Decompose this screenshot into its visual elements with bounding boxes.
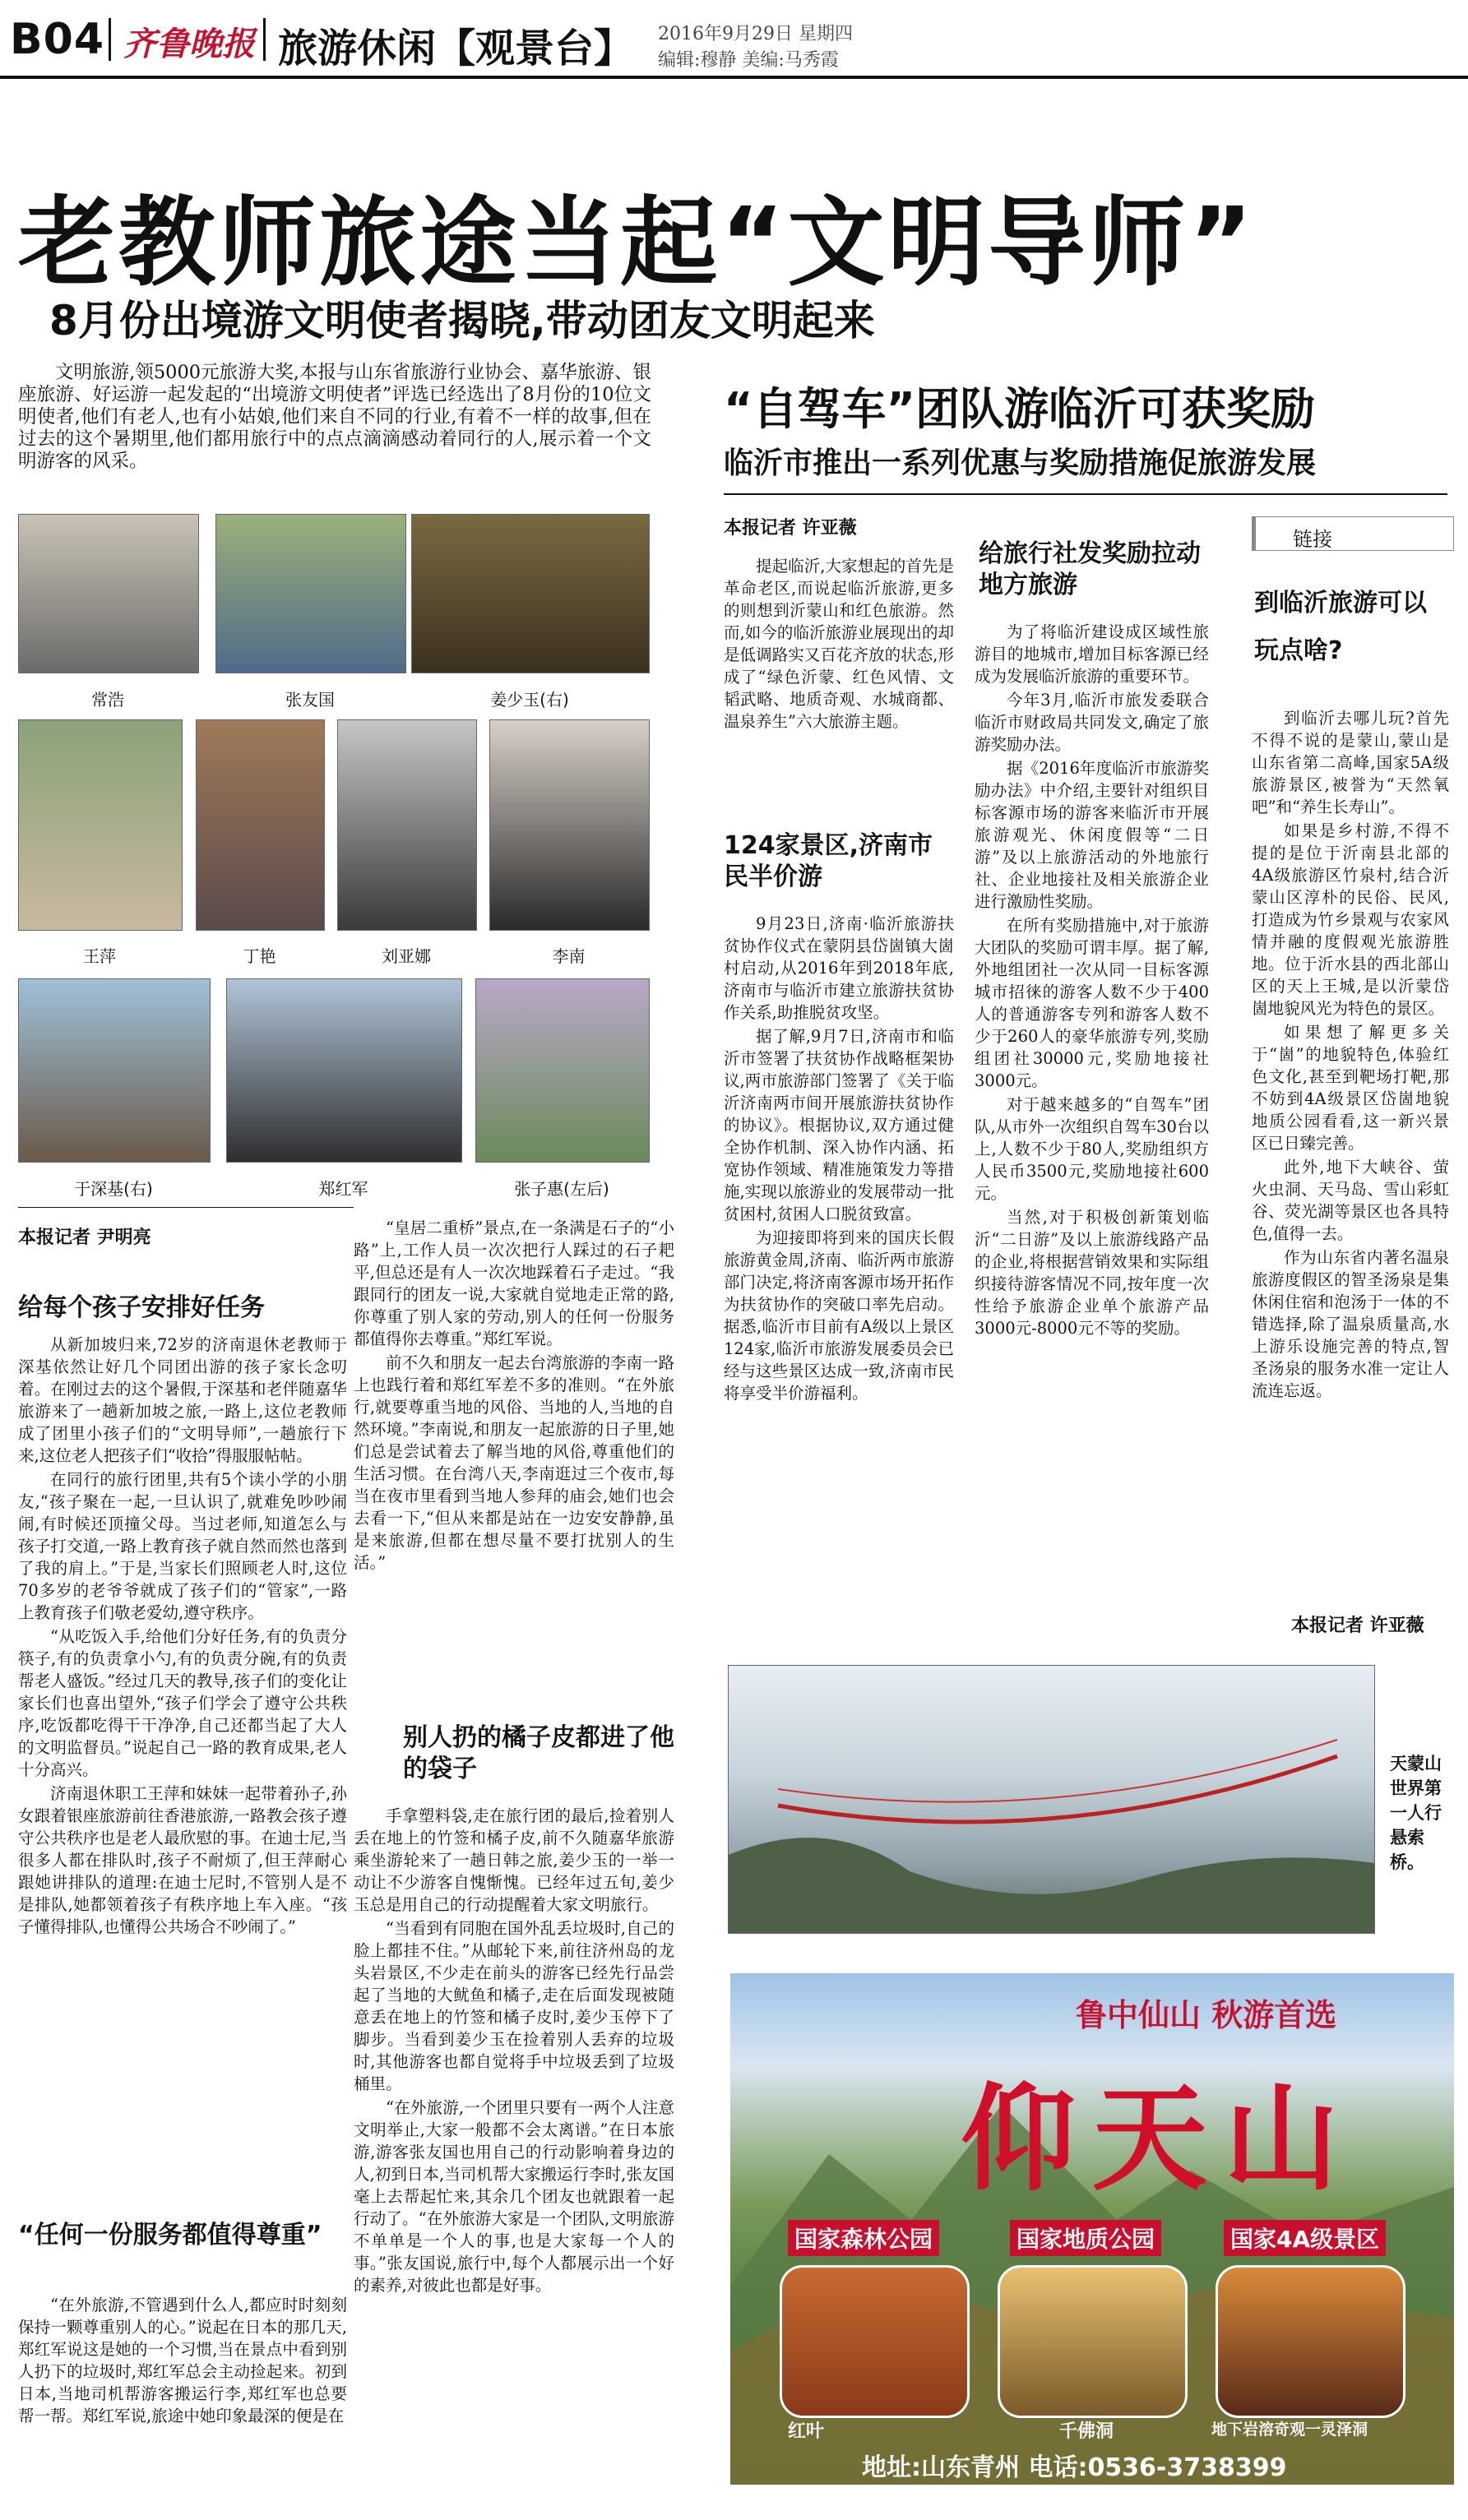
- photo-caption: 郑红军: [318, 1179, 368, 1199]
- ad-contact: 地址:山东青州 电话:0536-3738399: [862, 2453, 1287, 2482]
- photo-caption: 张子惠(左后): [514, 1179, 609, 1199]
- article-column: 为了将临沂建设成区域性旅游目的地城市,增加目标客源已经成为发展临沂旅游的重要环节。 今年3月,临沂市旅发委联合临沂市财政局共同发文,确定了旅游奖励办法。 据《2016年度临沂市旅游奖励办法》中介绍,主要针对组织目标客源市场的游客来临沂市开展旅游观光、休闲度假等“二日游”及以上旅游活动的外地旅行社、企业地接社及相关旅游企业进行激励性奖励。 在所有奖励措施中,对于旅游大团队的奖励可谓丰厚。据了解,外地组团社一次从同一目标客源城市招徕的游客人数不少于400人的普通游客专列和游客人数不少于260人的豪华旅游专列,奖励组团社30000元,奖励地接社3000元。 对于越来越多的“自驾车”团队,从市外一次组织自驾车30台以上,人数不少于80人,奖励组织方人民币3500元,奖励地接社600元。 当然,对于积极创新策划临沂“二日游”及以上旅游线路产品的企业,将根据营销效果和实际组织接待游客情况不同,按年度一次性给予旅游企业单个旅游产品3000元-8000元不等的奖励。: [975, 622, 1209, 1338]
- photo-portrait: [215, 514, 406, 673]
- ad-brand-name: 仰天山: [961, 2072, 1356, 2207]
- ad-thumb-cave: [998, 2265, 1188, 2418]
- ad-tag: 国家4A级景区: [1224, 2220, 1386, 2256]
- section-heading: 124家景区,济南市民半价游: [724, 831, 933, 891]
- photo-portrait: [196, 719, 325, 931]
- article-column: “皇居二重桥”景点,在一条满是石子的“小路”上,工作人员一次次把行人踩过的石子耙平,但总还是有人一次次地踩着石子走过。“我跟同行的团友一说,大家就自觉地走正常的路,你尊重了别人家的劳动,别人的任何一份服务都值得你去尊重。”郑红军说。 前不久和朋友一起去台湾旅游的李南一路上也践行着和郑红军差不多的准则。“在外旅行,就要尊重当地的风俗、当地的人,当地的自然环境。”李南说,和朋友一起旅游的日子里,她们总是尝试着去了解当地的风俗,尊重他们的生活习惯。在台湾八天,李南逛过三个夜市,每当在夜市里看到当地人参拜的庙会,她们也会去看一下,“但从来都是站在一边安安静静,虽是来旅游,但都在想尽量不要打扰别人的生活。”: [354, 1218, 674, 1572]
- article-column: 提起临沂,大家想起的首先是革命老区,而说起临沂旅游,更多的则想到沂蒙山和红色旅游。然而,如今的临沂旅游业展现出的却是低调路实又百花齐放的状态,形成了“绿色沂蒙、红色风情、文韬武略、地质奇观、水城商都、温泉养生”六大旅游主题。: [724, 557, 954, 731]
- section-heading: 别人扔的橘子皮都进了他的袋子: [403, 1723, 674, 1783]
- photo-caption: 姜少玉(右): [490, 690, 569, 710]
- photo-caption: 张友国: [285, 690, 335, 710]
- byline: 本报记者 许亚薇: [724, 518, 857, 539]
- sidebar-label: 链接: [1293, 528, 1332, 551]
- sidebar-title: 到临沂旅游可以玩点啥?: [1254, 589, 1427, 665]
- ad-thumb-caption: 地下岩溶奇观一灵泽洞: [1211, 2421, 1368, 2439]
- newspaper-logo: 齐鲁晚报: [123, 25, 255, 63]
- editors: 编辑:穆静 美编:马秀霞: [658, 50, 839, 71]
- sidebar-column: 到临沂去哪儿玩?首先不得不说的是蒙山,蒙山是山东省第二高峰,国家5A级旅游景区,被誉为“天然氧吧”和“养生长寿山”。 如果是乡村游,不得不提的是位于沂南县北部的4A级旅游区竹泉村,结合沂蒙山区淳朴的民俗、民风,打造成为竹乡景观与农家风情并融的度假观光旅游胜地。位于沂水县的西北部山区的天上王城,是以沂蒙岱崮地貌风光为特色的景区。 如果想了解更多关于“崮”的地貌特色,体验红色文化,甚至到靶场打靶,那不妨到4A级景区岱崮地貌地质公园看看,这一新兴景区已日臻完善。 此外,地下大峡谷、萤火虫洞、天马岛、雪山彩虹谷、荧光湖等景区也各具特色,值得一去。 作为山东省内著名温泉旅游度假区的智圣汤泉是集休闲住宿和泡汤于一体的不错选择,除了温泉质量高,水上游乐设施完善的特点,智圣汤泉的服务水准一定让人流连忘返。: [1252, 709, 1449, 1400]
- advertisement: [730, 1973, 1454, 2485]
- photo-portrait: [489, 719, 650, 931]
- suspension-bridge-illustration: [729, 1666, 1374, 1933]
- article-column: 9月23日,济南·临沂旅游扶贫协作仪式在蒙阴县岱崮镇大崮村启动,从2016年到2018年底,济南市与临沂市建立旅游扶贫协作关系,助推脱贫攻坚。 据了解,9月7日,济南市和临沂市签署了扶贫协作战略框架协议,两市旅游部门签署了《关于临沂济南两市间开展旅游扶贫协作的协议》。根据协议,双方通过健全协作机制、深入协作内涵、拓宽协作领域、精准施策发力等措施,实现以旅游业的发展带动一批贫困村,贫困人口脱贫致富。 为迎接即将到来的国庆长假旅游黄金周,济南、临沂两市旅游部门决定,将济南客源市场开拓作为扶贫协作的突破口率先启动。据悉,临沂市目前有A级以上景区124家,临沂市旅游发展委员会已经与这些景区达成一致,济南市民将享受半价游福利。: [724, 914, 954, 1403]
- headline: 老教师旅途当起“文明导师”: [18, 186, 1257, 299]
- photo-caption: 天蒙山世界第一人行悬索桥。: [1390, 1754, 1442, 1872]
- byline: 本报记者 尹明亮: [18, 1228, 151, 1248]
- section-title: 旅游休闲【观景台】: [278, 25, 634, 72]
- photo-portrait: [18, 978, 211, 1163]
- photo-portrait: [475, 978, 650, 1163]
- ad-slogan: 鲁中仙山 秋游首选: [1076, 1997, 1337, 2033]
- photo-caption: 刘亚娜: [382, 946, 431, 966]
- column-rule: [724, 493, 1447, 495]
- ad-tag: 国家森林公园: [788, 2220, 939, 2256]
- article-column: 从新加坡归来,72岁的济南退休老教师于深基依然让好几个同团出游的孩子家长念叨着。在刚过去的这个暑假,于深基和老伴随嘉华旅游来了一趟新加坡之旅,一路上,这位老教师成了团里小孩子们的“文明导师”,一趟旅行下来,这位老人把孩子们“收拾”得服服帖帖。 在同行的旅行团里,共有5个读小学的小朋友,“孩子聚在一起,一旦认识了,就难免吵吵闹闹,有时候还顶撞父母。当过老师,知道怎么与孩子打交道,一路上教育孩子就自然而然也落到了我的肩上。”于是,当家长们照顾老人时,这位70多岁的老爷爷就成了孩子们的“管家”,一路上教育孩子们敬老爱幼,遵守秩序。 “从吃饭入手,给他们分好任务,有的负责分筷子,有的负责拿小勺,有的负责分碗,有的负责帮老人盛饭。”经过几天的教导,孩子们的变化让家长们也喜出望外,“孩子们学会了遵守公共秩序,吃饭都吃得干干净净,自己还都当起了大人的文明监督员。”说起自己一路的教育成果,老人十分高兴。 济南退休职工王萍和妹妹一起带着孙子,孙女跟着银座旅游前往香港旅游,一路教会孩子遵守公共秩序也是老人最欣慰的事。在迪士尼,当很多人都在排队时,孩子不耐烦了,但王萍耐心跟她讲排队的道理:在迪士尼时,不管别人是不是排队,她都领着孩子有秩序地上车入座。“孩子懂得排队,也懂得公共场合不吵闹了。”: [18, 1335, 347, 1936]
- section-heading: “任何一份服务都值得尊重”: [18, 2221, 322, 2250]
- article-title: “自驾车”团队游临沂可获奖励: [724, 383, 1315, 435]
- ad-thumb-karst: [1216, 2265, 1405, 2418]
- article-column: 手拿塑料袋,走在旅行团的最后,捡着别人丢在地上的竹签和橘子皮,前不久随嘉华旅游乘坐游轮来了一趟日韩之旅,姜少玉的一举一动让不少游客自愧惭愧。已经年过五旬,姜少玉总是用自己的行动提醒着大家文明旅行。 “当看到有同胞在国外乱丢垃圾时,自己的脸上都挂不住。”从邮轮下来,前往济州岛的龙头岩景区,不少走在前头的游客已经先行品尝起了当地的大鱿鱼和橘子,走在后面发现被随意丢在地上的竹签和橘子皮时,姜少玉停下了脚步。当看到姜少玉在捡着别人丢弃的垃圾时,其他游客也都自觉将手中垃圾丢到了垃圾桶里。 “在外旅游,一个团里只要有一两个人注意文明举止,大家一般都不会太离谱。”在日本旅游,游客张友国也用自己的行动影响着身边的人,初到日本,当司机帮大家搬运行李时,张友国毫上去帮起忙来,其余几个团友也就跟着一起行动了。“在外旅游大家是一个团队,文明旅游不单单是一个人的事,也是大家每一个人的事。”张友国说,旅行中,每个人都展示出一个好的素养,对彼此也都是好事。: [354, 1806, 674, 2295]
- ad-thumb-caption: 千佛洞: [1059, 2421, 1114, 2442]
- lead-paragraph: 文明旅游,领5000元旅游大奖,本报与山东省旅游行业协会、嘉华旅游、银座旅游、好运游一起发起的“出境游文明使者”评选已经选出了8月份的10位文明使者,他们有老人,也有小姑娘,他们来自不同的行业,有着不一样的故事,但在过去的这个暑期里,他们都用旅行中的点点滴滴感动着同行的人,展示着一个文明游客的风采。: [18, 362, 651, 472]
- ad-thumb-caption: 红叶: [788, 2421, 825, 2442]
- section-heading: 给旅行社发奖励拉动地方旅游: [979, 539, 1201, 599]
- photo-portrait: [18, 719, 183, 931]
- ad-thumb-red-leaves: [780, 2265, 970, 2418]
- column-rule: [18, 1207, 354, 1208]
- photo-portrait: [411, 514, 650, 673]
- photo-portrait: [337, 719, 477, 931]
- masthead-divider: [109, 18, 111, 61]
- sidebar-label-box: [1252, 516, 1454, 551]
- photo-portrait: [18, 514, 199, 673]
- photo-caption: 李南: [552, 946, 586, 966]
- ad-tag: 国家地质公园: [1010, 2220, 1161, 2256]
- article-column: “在外旅游,不管遇到什么人,都应时时刻刻保持一颗尊重别人的心。”说起在日本的那几天,郑红军说这是她的一个习惯,当在景点中看到别人扔下的垃圾时,郑红军总会主动捡起来。初到日本,当地司机帮游客搬运行李,郑红军也总要帮一帮。郑红军说,旅途中她印象最深的便是在: [18, 2296, 347, 2425]
- section-heading: 给每个孩子安排好任务: [18, 1293, 265, 1322]
- photo-caption: 常浩: [91, 690, 124, 710]
- page-number: B04: [10, 15, 104, 64]
- byline: 本报记者 许亚薇: [1291, 1616, 1424, 1636]
- issue-date: 2016年9月29日 星期四: [658, 24, 853, 44]
- bridge-photo: [728, 1665, 1375, 1934]
- article-subtitle: 临沂市推出一系列优惠与奖励措施促旅游发展: [724, 446, 1317, 480]
- photo-caption: 王萍: [83, 946, 116, 966]
- photo-caption: 于深基(右): [74, 1179, 153, 1199]
- subheadline: 8月份出境游文明使者揭晓,带动团友文明起来: [49, 297, 875, 344]
- photo-caption: 丁艳: [243, 946, 276, 966]
- photo-portrait: [226, 978, 462, 1163]
- masthead-divider: [263, 18, 266, 61]
